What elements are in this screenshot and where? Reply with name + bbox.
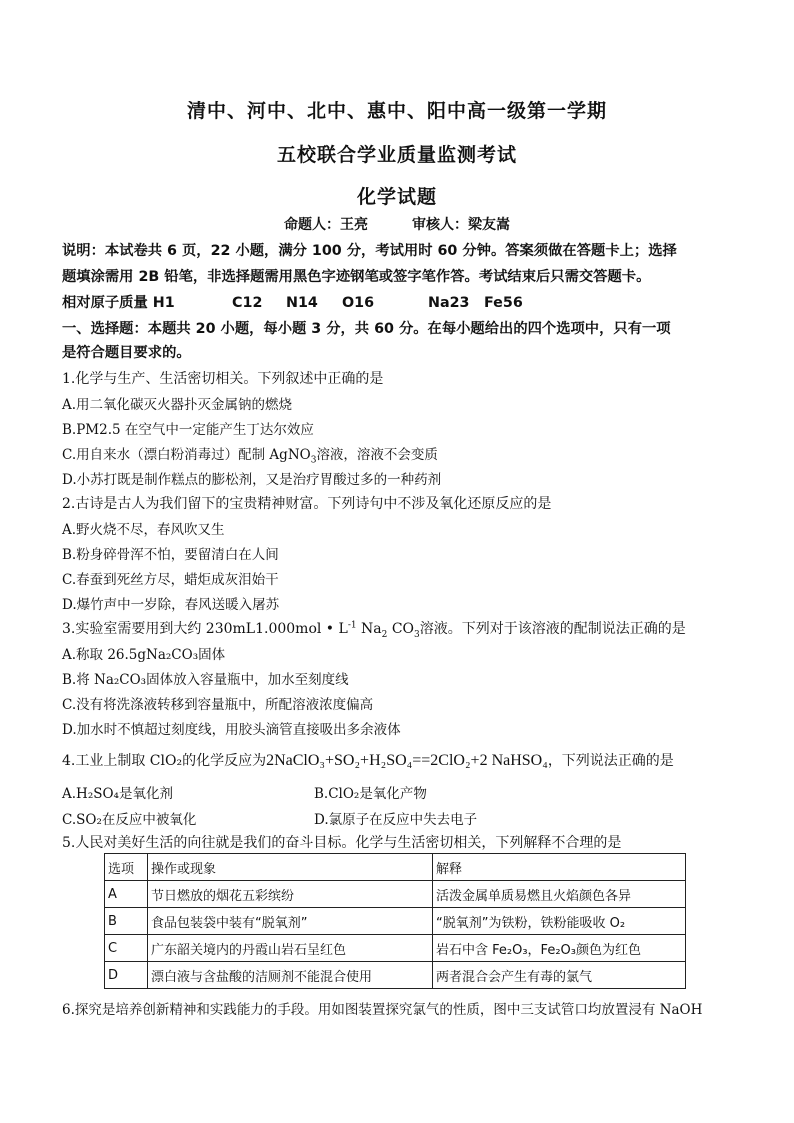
q3-stem-pre: 3.实验室需要用到大约 230mL1.000mol • L xyxy=(62,621,348,637)
q1-option-d: D.小苏打既是制作糕点的膨松剂，又是治疗胃酸过多的一种药剂 xyxy=(62,472,442,488)
q4-option-b: B.ClO₂是氧化产物 xyxy=(314,786,427,802)
atomic-mass-c: C12 xyxy=(232,295,263,311)
table-cell: D xyxy=(105,962,148,989)
q6-stem: 6.探究是培养创新精神和实践能力的手段。用如图装置探究氯气的性质，图中三支试管口均放置浸有 NaOH xyxy=(62,1002,703,1018)
atomic-mass-label: 相对原子质量 H1 xyxy=(62,295,175,311)
instructions-line2: 题填涂需用 2B 铅笔，非选择题需用黑色字迹钢笔或签字笔作答。考试结束后只需交答题卡。 xyxy=(62,269,651,285)
table-cell: B xyxy=(105,908,148,935)
table-cell: 两者混合会产生有毒的氯气 xyxy=(433,962,686,989)
table-header-cell: 操作或现象 xyxy=(148,854,433,881)
q1-option-c-post: 溶液，溶液不会变质 xyxy=(316,447,438,463)
q4-stem-pre: 4.工业上制取 ClO₂的化学反应为 xyxy=(62,753,267,769)
q4-equation: 2NaClO₃+SO₂+H₂SO₄==2ClO₂+2 NaHSO₄ xyxy=(266,752,548,769)
q2-option-a: A.野火烧不尽，春风吹又生 xyxy=(62,522,225,538)
q3-stem-sub1: 2 xyxy=(381,629,388,640)
q1-option-c xyxy=(62,443,438,466)
q5-stem: 5.人民对美好生活的向往就是我们的奋斗目标。化学与生活密切相关，下列解释不合理的是 xyxy=(62,835,622,851)
table-cell: 漂白液与含盐酸的洁厕剂不能混合使用 xyxy=(148,962,433,989)
atomic-mass-n: N14 xyxy=(286,295,318,311)
table-row xyxy=(105,935,686,962)
q2-option-c: C.春蚕到死丝方尽，蜡炬成灰泪始干 xyxy=(62,572,279,588)
q2-stem: 2.古诗是古人为我们留下的宝贵精神财富。下列诗句中不涉及氧化还原反应的是 xyxy=(62,496,552,512)
table-row xyxy=(105,962,686,989)
q3-stem-sub2: 3 xyxy=(414,629,420,640)
q4-option-d: D.氯原子在反应中失去电子 xyxy=(314,812,478,828)
q4-stem-post: ，下列说法正确的是 xyxy=(547,753,674,769)
q3-stem xyxy=(62,618,686,640)
q3-option-d: D.加水时不慎超过刻度线，用胶头滴管直接吸出多余液体 xyxy=(62,722,401,738)
table-header-row xyxy=(105,854,686,881)
table-cell: 节日燃放的烟花五彩缤纷 xyxy=(148,881,433,908)
table-cell: C xyxy=(105,935,148,962)
exam-subject-title: 化学试题 xyxy=(356,186,437,208)
q3-stem-sup: -1 xyxy=(347,620,357,631)
atomic-mass-line xyxy=(62,292,523,312)
instructions-line1: 说明：本试卷共 6 页，22 小题，满分 100 分，考试用时 60 分钟。答案须做在答题卡上；选择 xyxy=(62,243,677,259)
table-cell: 广东韶关境内的丹霞山岩石呈红色 xyxy=(148,935,433,962)
q3-option-b: B.将 Na₂CO₃固体放入容量瓶中，加水至刻度线 xyxy=(62,672,349,688)
atomic-mass-na: Na23 xyxy=(428,295,470,311)
q3-option-a: A.称取 26.5gNa₂CO₃固体 xyxy=(62,647,226,663)
q1-option-c-sub: 3 xyxy=(310,455,317,466)
q1-option-b: B.PM2.5 在空气中一定能产生丁达尔效应 xyxy=(62,422,314,438)
q4-option-a: A.H₂SO₄是氧化剂 xyxy=(62,786,173,802)
q4-stem xyxy=(62,750,674,770)
q1-stem: 1.化学与生产、生活密切相关。下列叙述中正确的是 xyxy=(62,371,384,387)
table-header-cell: 选项 xyxy=(105,854,148,881)
q2-option-d: D.爆竹声中一岁除，春风送暖入屠苏 xyxy=(62,597,280,613)
q1-option-c-pre: C.用自来水（漂白粉消毒过）配制 AgNO xyxy=(62,447,311,463)
question-setter: 命题人：王亮 xyxy=(284,217,368,233)
q3-stem-mid2: CO xyxy=(387,621,415,637)
authors-line xyxy=(0,214,794,234)
table-row xyxy=(105,908,686,935)
table-row xyxy=(105,881,686,908)
exam-title-line1: 清中、河中、北中、惠中、阳中高一级第一学期 xyxy=(186,100,607,122)
q1-option-a: A.用二氧化碳灭火器扑灭金属钠的燃烧 xyxy=(62,397,293,413)
exam-title-line2: 五校联合学业质量监测考试 xyxy=(276,144,517,166)
table-cell: 食品包装袋中装有“脱氧剂” xyxy=(148,908,433,935)
question-reviewer: 审核人：梁友嵩 xyxy=(412,217,510,233)
table-cell: 岩石中含 Fe₂O₃，Fe₂O₃颜色为红色 xyxy=(433,935,686,962)
q5-table xyxy=(104,853,686,989)
atomic-mass-o: O16 xyxy=(342,295,375,311)
table-cell: “脱氧剂”为铁粉，铁粉能吸收 O₂ xyxy=(433,908,686,935)
table-cell: A xyxy=(105,881,148,908)
table-cell: 活泼金属单质易燃且火焰颜色各异 xyxy=(433,881,686,908)
section1-heading-line2: 是符合题目要求的。 xyxy=(62,345,191,361)
q3-stem-mid: Na xyxy=(356,621,382,637)
q2-option-b: B.粉身碎骨浑不怕，要留清白在人间 xyxy=(62,547,279,563)
table-header-cell: 解释 xyxy=(433,854,686,881)
atomic-mass-fe: Fe56 xyxy=(484,295,523,311)
q3-stem-post: 溶液。下列对于该溶液的配制说法正确的是 xyxy=(419,621,686,637)
q4-option-c: C.SO₂在反应中被氧化 xyxy=(62,812,197,828)
q3-option-c: C.没有将洗涤液转移到容量瓶中，所配溶液浓度偏高 xyxy=(62,697,374,713)
section1-heading-line1: 一、选择题：本题共 20 小题，每小题 3 分，共 60 分。在每小题给出的四个选项中，只有一项 xyxy=(62,321,671,337)
